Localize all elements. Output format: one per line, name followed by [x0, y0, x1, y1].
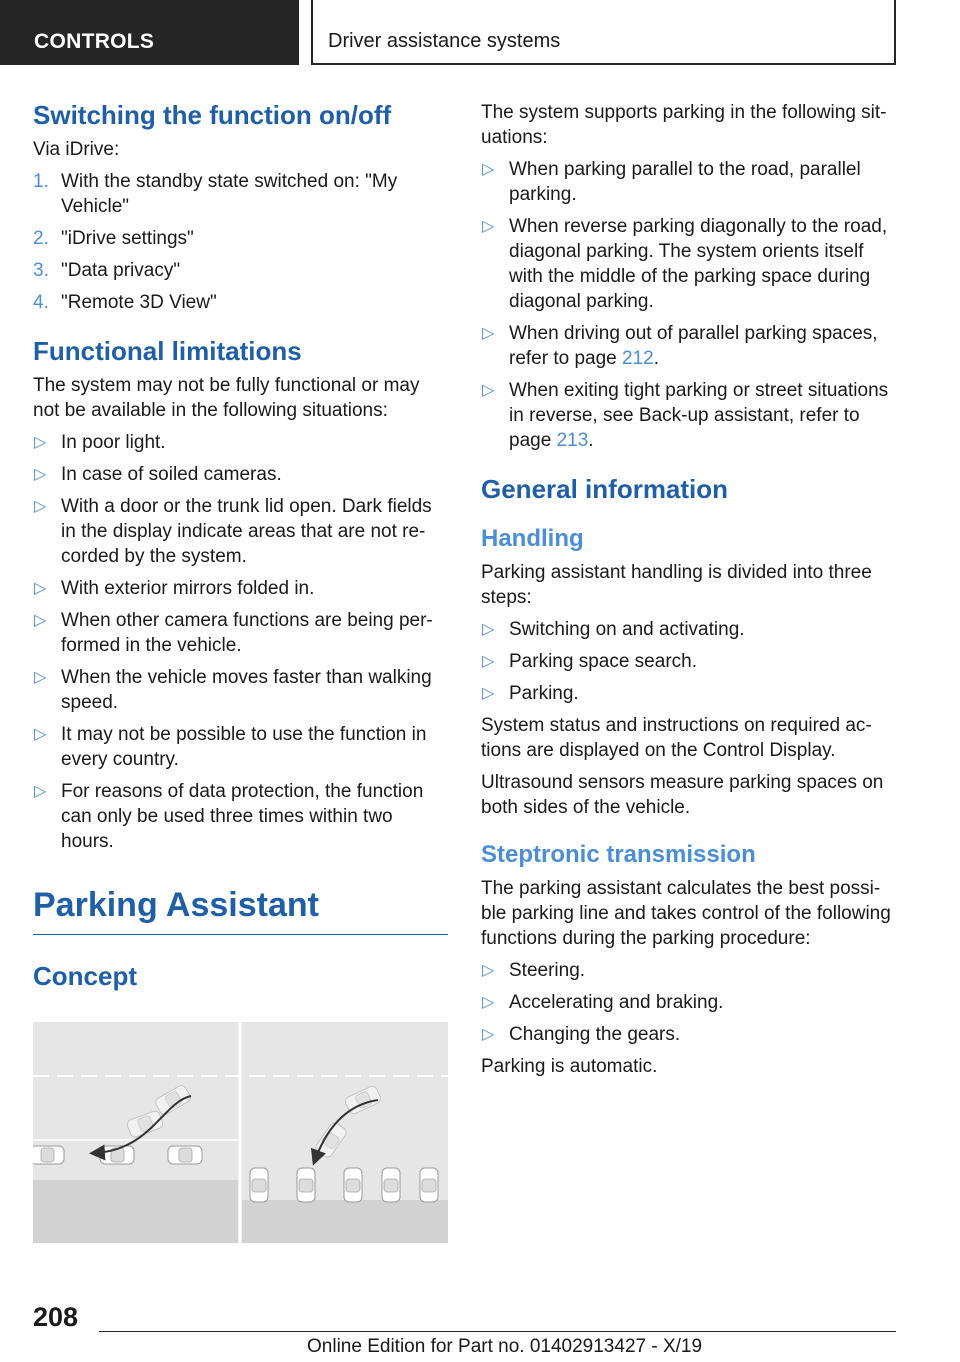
switching-steps: [33, 169, 448, 315]
footer-divider: [99, 1331, 896, 1332]
step-number: 2.: [33, 228, 49, 250]
triangle-right-icon: ▷: [34, 783, 47, 801]
handling-intro: Parking assistant handling is divided into three steps:: [481, 561, 872, 608]
list-item-text: For reasons of data protection, the function can only be used three times within two hours.: [61, 781, 424, 853]
list-item-text: When parking parallel to the road, parallel parking.: [509, 159, 861, 205]
step-text: "Data privacy": [61, 260, 181, 282]
list-item-text: Changing the gears.: [509, 1023, 681, 1045]
left-column: [33, 100, 448, 998]
list-item-text: When exiting tight parking or street situations in reverse, see Back-up assistant, refer to page: [509, 380, 889, 451]
triangle-right-icon: ▷: [482, 218, 495, 235]
parking-assistant-title: Parking Assistant: [33, 883, 448, 934]
handling-sensors-text: Ultrasound sensors measure parking spaces on both sides of the vehicle.: [481, 771, 884, 818]
list-item: ▷ When driving out of parallel parking spaces, refer to page 212.: [482, 323, 878, 369]
switching-title: Switching the function on/off: [33, 100, 392, 130]
list-item-text: When other camera functions are being per- formed in the vehicle.: [61, 610, 433, 657]
list-item: [481, 617, 896, 642]
triangle-right-icon: ▷: [34, 726, 47, 744]
header-chapter-label: Driver assistance systems: [328, 30, 561, 52]
list-item-text: In case of soiled cameras.: [61, 464, 282, 486]
list-item: [33, 608, 448, 658]
triangle-right-icon: ▷: [482, 620, 495, 638]
list-item-text: When driving out of parallel parking spaces, refer to page: [509, 323, 878, 369]
list-item: [481, 649, 896, 674]
header-chapter-box: [311, 0, 896, 65]
steptronic-outro: Parking is automatic.: [481, 1055, 658, 1077]
list-item: [481, 214, 896, 314]
list-item: [33, 430, 448, 455]
triangle-right-icon: ▷: [34, 612, 47, 630]
step-number: 3.: [33, 260, 49, 282]
steptronic-list: [481, 958, 896, 1047]
triangle-right-icon: ▷: [482, 684, 495, 702]
page-number: 208: [33, 1302, 79, 1332]
step-text: "iDrive settings": [61, 228, 194, 250]
situations-list: [481, 157, 896, 453]
header-section-tab: [0, 0, 299, 65]
step-number: 1.: [33, 171, 49, 193]
limitations-intro: The system may not be fully functional or may not be available in the following situations:: [33, 375, 420, 422]
list-item: [33, 258, 448, 283]
list-item: [33, 576, 448, 601]
triangle-right-icon: ▷: [34, 669, 47, 687]
list-item-text: It may not be possible to use the function in every country.: [61, 724, 427, 771]
list-item: [33, 462, 448, 487]
list-item: ▷ When exiting tight parking or street situations in reverse, see Back-up assistant, refer to page 213.: [482, 380, 889, 451]
footer-edition: Online Edition for Part no. 01402913427 - X/19: [307, 1336, 703, 1357]
list-item: [481, 990, 896, 1015]
list-item-text: Steering.: [509, 959, 586, 981]
triangle-right-icon: ▷: [482, 161, 495, 178]
handling-steps: [481, 617, 896, 706]
list-item: [481, 1022, 896, 1047]
page-link-213[interactable]: 213: [556, 430, 589, 451]
list-item: [33, 290, 448, 315]
list-item: [33, 779, 448, 854]
list-item-text: In poor light.: [61, 432, 166, 454]
list-item: [481, 157, 896, 207]
list-item-text: When reverse parking diagonally to the road, diagonal parking. The system orients itself with the middle of the parking space during diagonal parking.: [509, 216, 888, 312]
triangle-right-icon: ▷: [482, 993, 495, 1011]
list-item-text: Parking.: [509, 682, 579, 704]
triangle-right-icon: ▷: [482, 382, 495, 399]
list-item: [33, 226, 448, 251]
triangle-right-icon: ▷: [482, 1025, 495, 1043]
handling-status-text: System status and instructions on required ac- tions are displayed on the Control Display.: [481, 714, 872, 761]
switching-intro: Via iDrive:: [33, 139, 120, 161]
list-item: [33, 494, 448, 569]
triangle-right-icon: ▷: [482, 961, 495, 979]
list-item-text: With exterior mirrors folded in.: [61, 578, 315, 600]
triangle-right-icon: ▷: [34, 498, 47, 516]
limitations-list: [33, 430, 448, 854]
step-number: 4.: [33, 292, 49, 314]
parking-illustration: [33, 1022, 448, 1243]
list-item: [481, 681, 896, 706]
triangle-right-icon: ▷: [34, 434, 47, 452]
header-section-label: CONTROLS: [34, 30, 155, 53]
handling-title: Handling: [481, 525, 584, 553]
list-item: [481, 958, 896, 983]
step-text: With the standby state switched on: "My Vehicle": [61, 171, 398, 218]
triangle-right-icon: ▷: [482, 325, 495, 342]
list-item-text: Accelerating and braking.: [509, 991, 724, 1013]
list-item: [33, 169, 448, 219]
general-information-title: General information: [481, 474, 729, 504]
list-item-text: When the vehicle moves faster than walking speed.: [61, 667, 432, 714]
list-item-text: Switching on and activating.: [509, 618, 745, 640]
triangle-right-icon: ▷: [482, 652, 495, 670]
triangle-right-icon: ▷: [34, 466, 47, 484]
limitations-title: Functional limitations: [33, 336, 302, 367]
page-link-212[interactable]: 212: [622, 348, 654, 369]
list-item: [33, 665, 448, 715]
list-item: [33, 722, 448, 772]
list-item-text: Parking space search.: [509, 650, 697, 672]
situations-intro: The system supports parking in the following sit- uations:: [481, 102, 887, 148]
concept-title: Concept: [33, 960, 137, 991]
steptronic-intro: The parking assistant calculates the best possi- ble parking line and takes control of the following functions during the parking procedure:: [481, 877, 891, 949]
steptronic-title: Steptronic transmission: [481, 840, 756, 868]
step-text: "Remote 3D View": [61, 292, 217, 314]
right-column: [481, 100, 896, 1086]
list-item-text: With a door or the trunk lid open. Dark fields in the display indicate areas that are not re- corded by the system.: [61, 496, 432, 568]
triangle-right-icon: ▷: [34, 580, 47, 598]
